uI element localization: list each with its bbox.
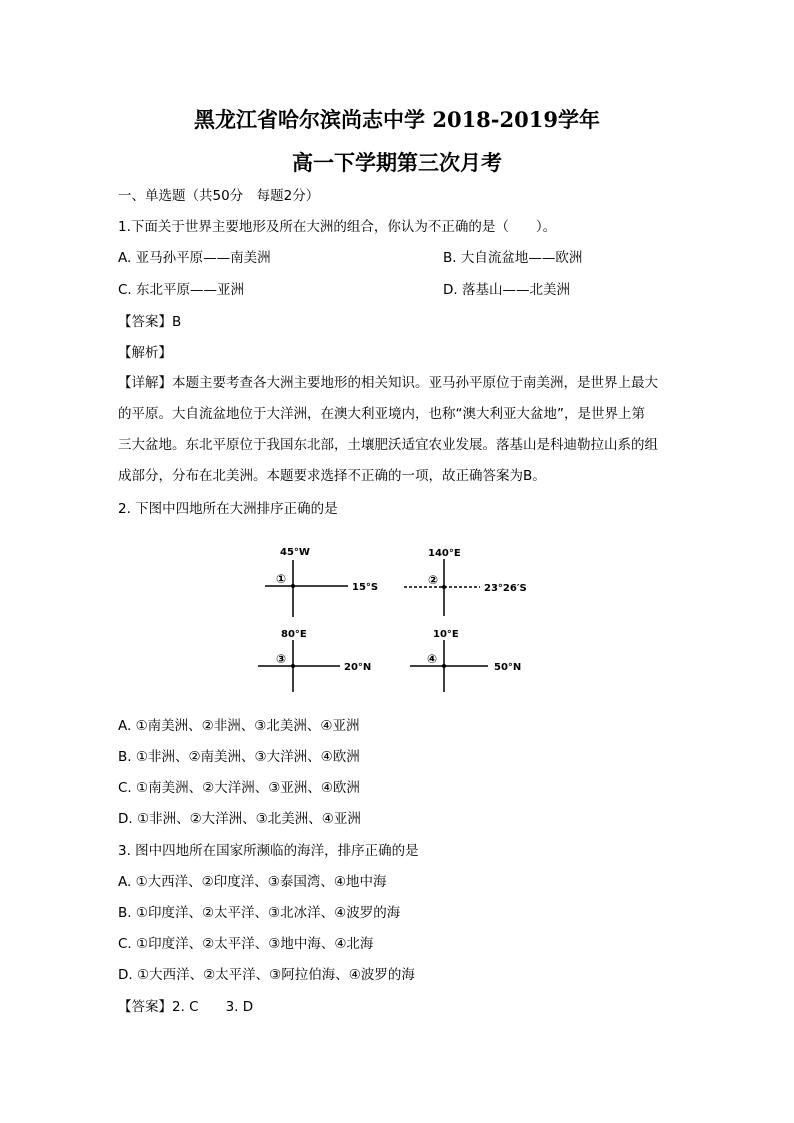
question-3-stem: 3. 图中四地所在国家所濒临的海洋，排序正确的是 [118, 843, 419, 859]
question-1-option-c: C. 东北平原——亚洲 [118, 282, 245, 298]
point-1-dot [291, 584, 295, 588]
point-2-lat-label: 23°26′S [484, 583, 527, 594]
document-title-line2: 高一下学期第三次月考 [292, 150, 502, 175]
point-1-num: ① [276, 572, 287, 586]
question-1-analysis-label: 【解析】 [118, 345, 172, 361]
question-2-option-c: C. ①南美洲、②大洋洲、③亚洲、④欧洲 [118, 780, 360, 796]
point-4-lat-label: 50°N [494, 662, 522, 673]
detail-line: 的平原。大自流盆地位于大洋洲，在澳大利亚境内，也称“澳大利亚大盆地”，是世界上第 [118, 406, 645, 422]
point-2-dot [442, 585, 446, 589]
question-1-stem: 1.下面关于世界主要地形及所在大洲的组合，你认为不正确的是（ ）。 [118, 219, 557, 235]
point-3-num: ③ [276, 652, 287, 666]
detail-line: 【详解】本题主要考查各大洲主要地形的相关知识。亚马孙平原位于南美洲，是世界上最大 [118, 375, 658, 391]
question-1-option-d: D. 落基山——北美洲 [443, 282, 570, 298]
point-4-dot [442, 664, 446, 668]
document-title-line1: 黑龙江省哈尔滨尚志中学 2018-2019学年 [194, 107, 600, 132]
point-3-dot [291, 664, 295, 668]
detail-line: 三大盆地。东北平原位于我国东北部，土壤肥沃适宜农业发展。落基山是科迪勒拉山系的组 [118, 437, 658, 453]
point-1-lon-label: 45°W [280, 547, 310, 558]
question-2-option-b: B. ①非洲、②南美洲、③大洋洲、④欧洲 [118, 749, 360, 765]
detail-line: 成部分，分布在北美洲。本题要求选择不正确的一项，故正确答案为B。 [118, 468, 546, 484]
point-4-num: ④ [427, 652, 438, 666]
point-4-lon-label: 10°E [433, 629, 459, 640]
section-heading: 一、单选题（共50分 每题2分） [118, 188, 320, 204]
point-2-lon-label: 140°E [428, 548, 461, 559]
point-3-lat-label: 20°N [344, 662, 372, 673]
point-1-lat-label: 15°S [352, 582, 379, 593]
question-1-option-a: A. 亚马孙平原——南美洲 [118, 250, 271, 266]
question-2-option-d: D. ①非洲、②大洋洲、③北美洲、④亚洲 [118, 811, 361, 827]
question-2-stem: 2. 下图中四地所在大洲排序正确的是 [118, 501, 338, 517]
question-1-option-b: B. 大自流盆地——欧洲 [443, 250, 583, 266]
question-3-option-d: D. ①大西洋、②太平洋、③阿拉伯海、④波罗的海 [118, 967, 415, 983]
point-2-num: ② [428, 573, 439, 587]
point-3-lon-label: 80°E [281, 629, 307, 640]
answer-2-3: 【答案】2. C 3. D [118, 999, 254, 1015]
question-2-option-a: A. ①南美洲、②非洲、③北美洲、④亚洲 [118, 718, 360, 734]
question-1-detail [118, 368, 678, 492]
question-3-option-a: A. ①大西洋、②印度洋、③泰国湾、④地中海 [118, 874, 387, 890]
question-3-option-c: C. ①印度洋、②太平洋、③地中海、④北海 [118, 936, 374, 952]
question-3-option-b: B. ①印度洋、②太平洋、③北冰洋、④波罗的海 [118, 905, 401, 921]
question-1-answer: 【答案】B [118, 314, 182, 330]
